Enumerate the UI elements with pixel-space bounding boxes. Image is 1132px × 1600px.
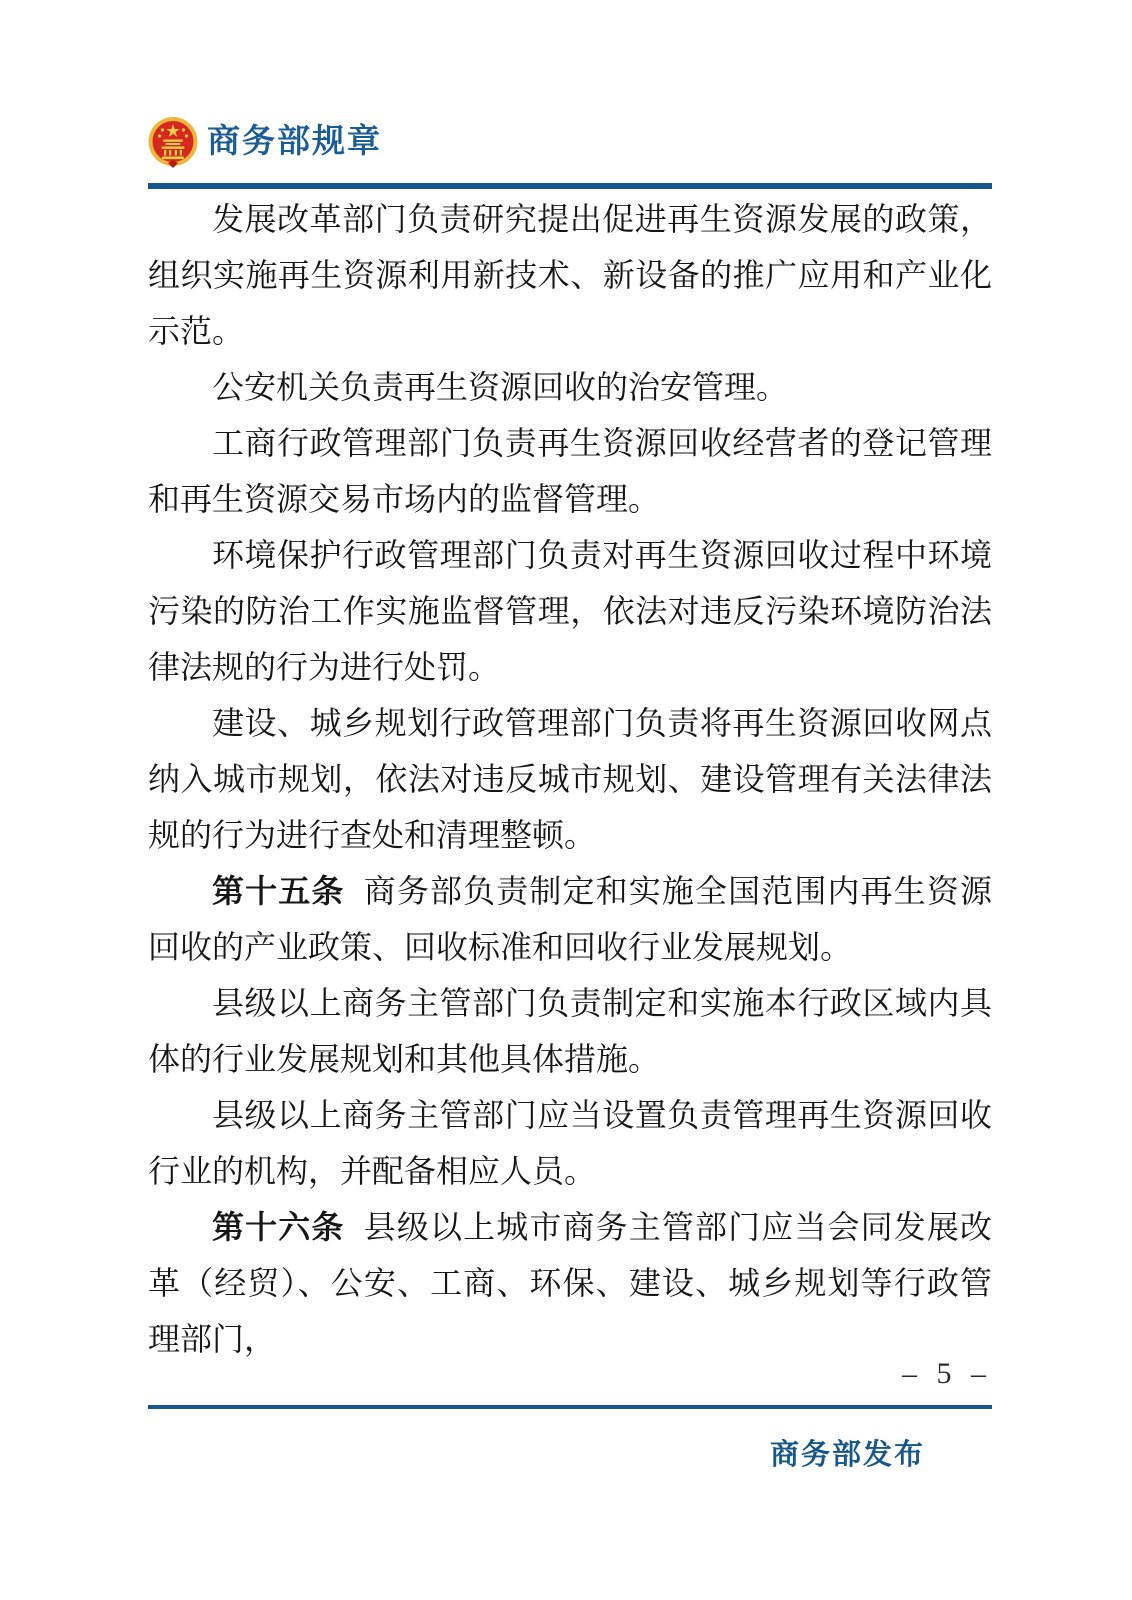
document-body <box>148 191 992 1367</box>
document-header <box>148 114 992 170</box>
article-number: 第十六条 <box>212 1209 345 1245</box>
footer-rule <box>148 1405 992 1409</box>
header-rule <box>148 183 992 189</box>
paragraph-text: 县级以上商务主管部门应当设置负责管理再生资源回收行业的机构，并配备相应人员。 <box>148 1097 992 1189</box>
paragraph-text: 县级以上城市商务主管部门应当会同发展改革（经贸）、公安、工商、环保、建设、城乡规划等行政管理部门， <box>148 1209 992 1357</box>
body-paragraph <box>148 863 992 975</box>
body-paragraph <box>148 359 992 415</box>
paragraph-text: 商务部负责制定和实施全国范围内再生资源回收的产业政策、回收标准和回收行业发展规划。 <box>148 873 992 965</box>
body-paragraph <box>148 415 992 527</box>
body-paragraph <box>148 975 992 1087</box>
body-paragraph <box>148 1087 992 1199</box>
page-number: – 5 – <box>902 1357 992 1390</box>
document-type-title: 商务部规章 <box>207 121 382 159</box>
body-paragraph <box>148 1199 992 1367</box>
national-emblem-icon <box>148 116 198 169</box>
paragraph-text: 环境保护行政管理部门负责对再生资源回收过程中环境污染的防治工作实施监督管理，依法对违反污染环境防治法律法规的行为进行处罚。 <box>148 537 992 685</box>
paragraph-text: 公安机关负责再生资源回收的治安管理。 <box>212 369 789 405</box>
publisher-label: 商务部发布 <box>769 1439 925 1471</box>
body-paragraph <box>148 191 992 359</box>
paragraph-text: 工商行政管理部门负责再生资源回收经营者的登记管理和再生资源交易市场内的监督管理。 <box>148 425 992 517</box>
body-paragraph <box>148 695 992 863</box>
paragraph-text: 发展改革部门负责研究提出促进再生资源发展的政策，组织实施再生资源利用新技术、新设备的推广应用和产业化示范。 <box>148 201 992 349</box>
body-paragraph <box>148 527 992 695</box>
paragraph-text: 县级以上商务主管部门负责制定和实施本行政区域内具体的行业发展规划和其他具体措施。 <box>148 985 992 1077</box>
article-number: 第十五条 <box>212 873 345 909</box>
paragraph-text: 建设、城乡规划行政管理部门负责将再生资源回收网点纳入城市规划，依法对违反城市规划、建设管理有关法律法规的行为进行查处和清理整顿。 <box>148 705 992 853</box>
